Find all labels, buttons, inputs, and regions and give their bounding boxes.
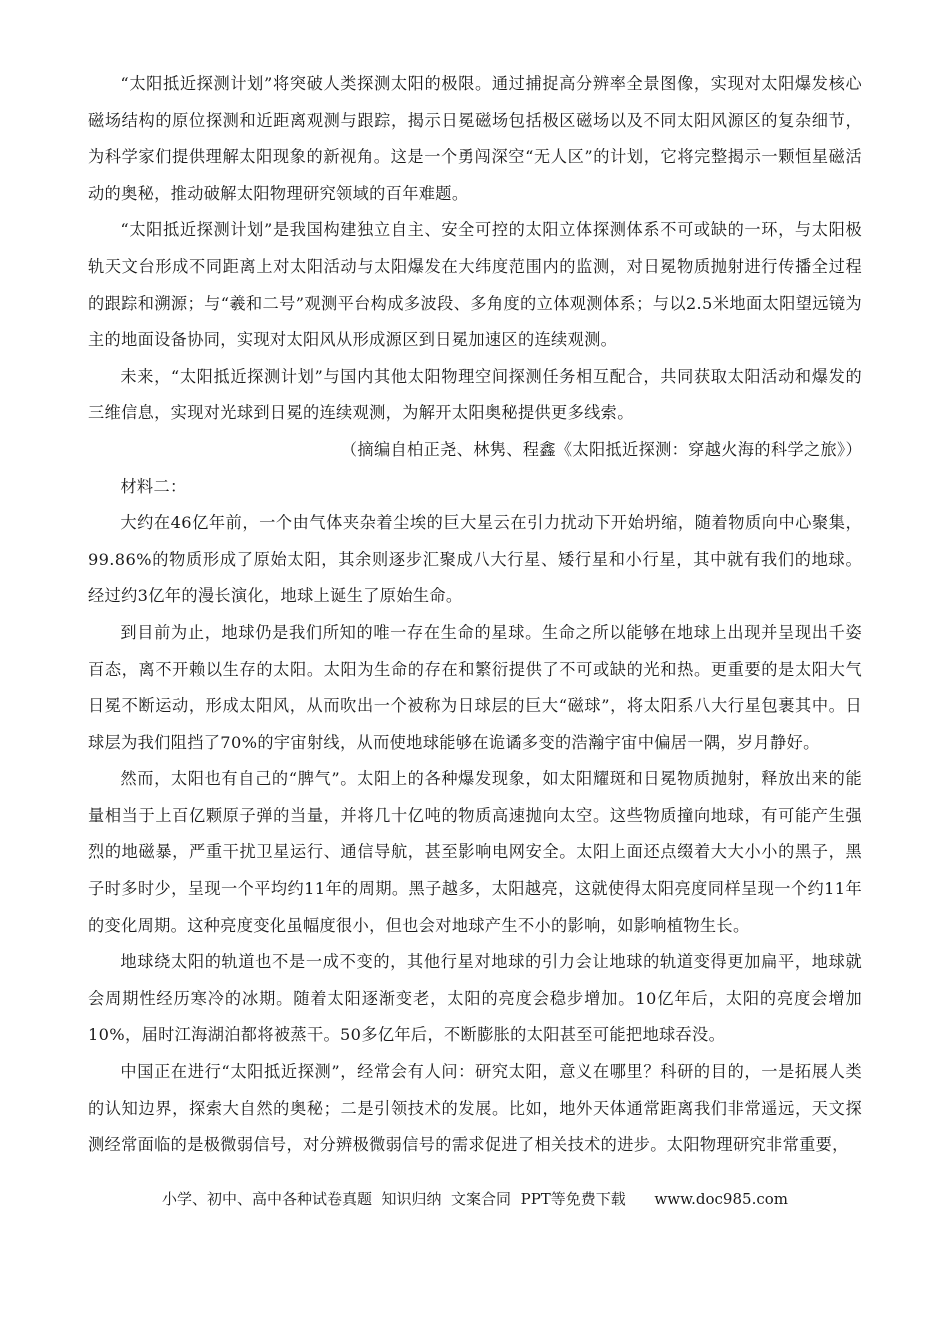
paragraph: 大约在46亿年前，一个由气体夹杂着尘埃的巨大星云在引力扰动下开始坍缩，随着物质向中心聚集，99.86%的物质形成了原始太阳，其余则逐步汇聚成八大行星、矮行星和小行星，其中就有我们的地球。经过约3亿年的漫长演化，地球上诞生了原始生命。 (88, 513, 862, 606)
paragraph: “太阳抵近探测计划”将突破人类探测太阳的极限。通过捕捉高分辨率全景图像，实现对太阳爆发核心磁场结构的原位探测和近距离观测与跟踪，揭示日冕磁场包括极区磁场以及不同太阳风源区的复杂细节，为科学家们提供理解太阳现象的新视角。这是一个勇闯深空“无人区”的计划，它将完整揭示一颗恒星磁活动的奥秘，推动破解太阳物理研究领域的百年难题。 (88, 74, 862, 203)
document-body (88, 66, 862, 1164)
source-citation: （摘编自柏正尧、林隽、程鑫《太阳抵近探测：穿越火海的科学之旅》） (340, 439, 862, 459)
paragraph: 然而，太阳也有自己的“脾气”。太阳上的各种爆发现象，如太阳耀斑和日冕物质抛射，释放出来的能量相当于上百亿颗原子弹的当量，并将几十亿吨的物质高速抛向太空。这些物质撞向地球，有可能产生强烈的地磁暴，严重干扰卫星运行、通信导航，甚至影响电网安全。太阳上面还点缀着大大小小的黑子，黑子时多时少，呈现一个平均约11年的周期。黑子越多，太阳越亮，这就使得太阳亮度同样呈现一个约11年的变化周期。这种亮度变化虽幅度很小，但也会对地球产生不小的影响，如影响植物生长。 (88, 769, 862, 935)
paragraph: 到目前为止，地球仍是我们所知的唯一存在生命的星球。生命之所以能够在地球上出现并呈现出千姿百态，离不开赖以生存的太阳。太阳为生命的存在和繁衍提供了不可或缺的光和热。更重要的是太阳大气日冕不断运动，形成太阳风，从而吹出一个被称为日球层的巨大“磁球”，将太阳系八大行星包裹其中。日球层为我们阻挡了70%的宇宙射线，从而使地球能够在诡谲多变的浩瀚宇宙中偏居一隅，岁月静好。 (88, 622, 862, 752)
paragraph: 地球绕太阳的轨道也不是一成不变的，其他行星对地球的引力会让地球的轨道变得更加扁平，地球就会周期性经历寒冷的冰期。随着太阳逐渐变老，太阳的亮度会稳步增加。10亿年后，太阳的亮度会增加10%，届时江海湖泊都将被蒸干。50多亿年后，不断膨胀的太阳甚至可能把地球吞没。 (88, 952, 862, 1045)
material-label: 材料二： (120, 476, 187, 496)
paragraph: “太阳抵近探测计划”是我国构建独立自主、安全可控的太阳立体探测体系不可或缺的一环，与太阳极轨天文台形成不同距离上对太阳活动与太阳爆发在大纬度范围内的监测，对日冕物质抛射进行传播全过程的跟踪和溯源；与“羲和二号”观测平台构成多波段、多角度的立体观测体系；与以2.5米地面太阳望远镜为主的地面设备协同，实现对太阳风从形成源区到日冕加速区的连续观测。 (88, 220, 862, 350)
paragraph: 中国正在进行“太阳抵近探测”，经常会有人问：研究太阳，意义在哪里？科研的目的，一是拓展人类的认知边界，探索大自然的奥秘；二是引领技术的发展。比如，地外天体通常距离我们非常遥远，天文探测经常面临的是极微弱信号，对分辨极微弱信号的需求促进了相关技术的进步。太阳物理研究非常重要， (88, 1062, 862, 1155)
page-footer: 小学、初中、高中各种试卷真题 知识归纳 文案合同 PPT等免费下载 www.doc985.com (161, 1190, 788, 1208)
paragraph: 未来，“太阳抵近探测计划”与国内其他太阳物理空间探测任务相互配合，共同获取太阳活动和爆发的三维信息，实现对光球到日冕的连续观测，为解开太阳奥秘提供更多线索。 (88, 366, 862, 423)
